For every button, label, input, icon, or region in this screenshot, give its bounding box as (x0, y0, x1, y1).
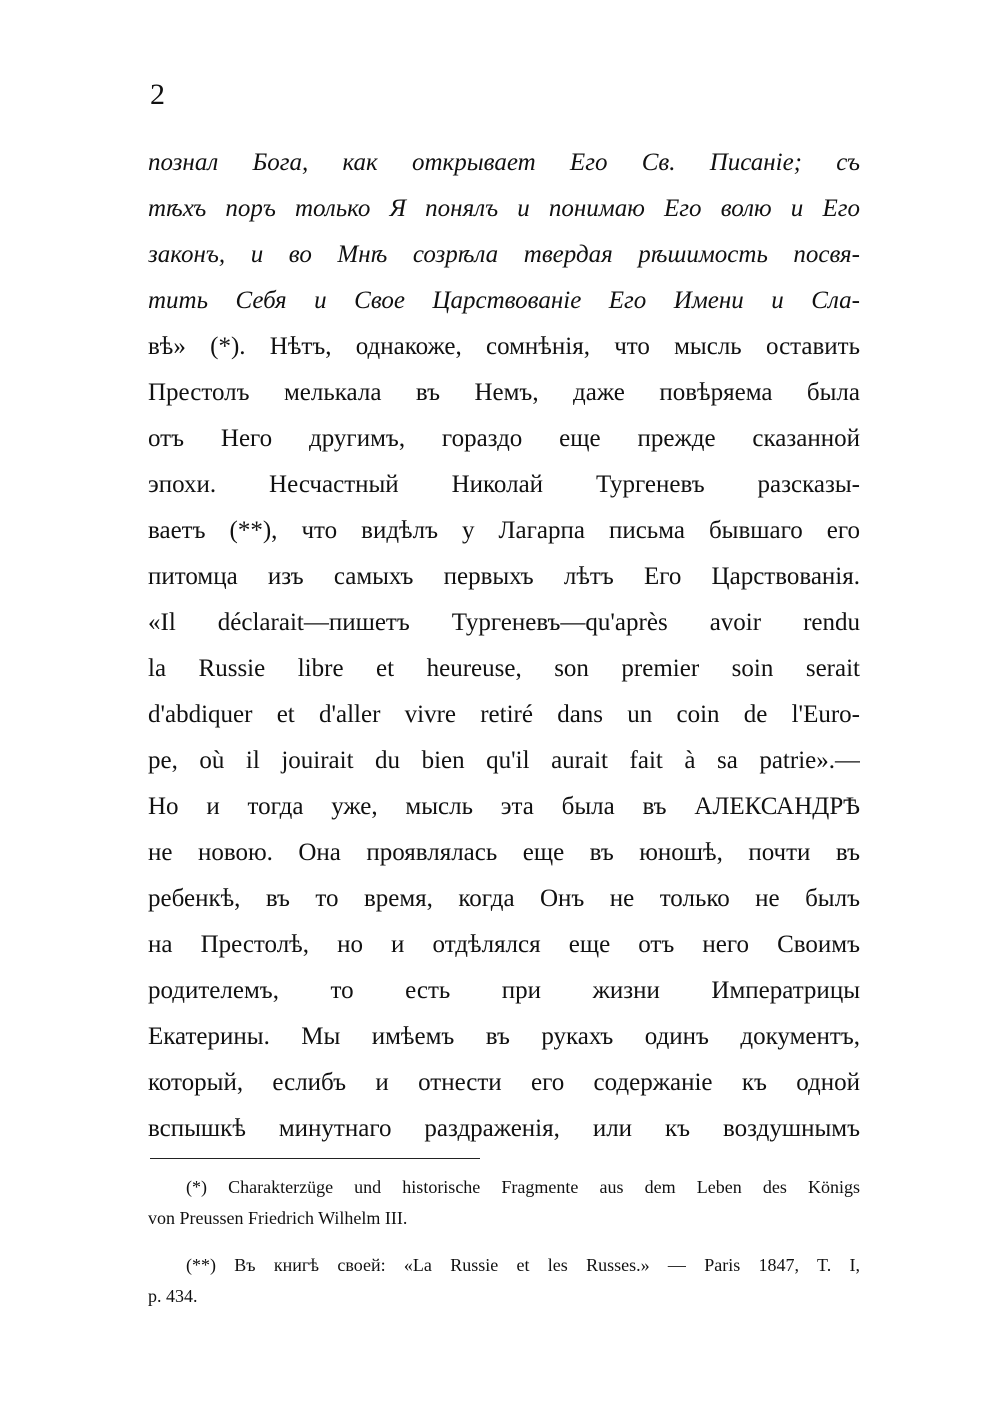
text-line: питомца изъ самыхъ первыхъ лѣтъ Его Царствованія. (148, 563, 860, 590)
text-line: тѣхъ поръ только Я понялъ и понимаю Его волю и Его (148, 195, 860, 222)
text-line: на Престолѣ, но и отдѣлялся еще отъ него Своимъ (148, 931, 860, 958)
footnote-line: p. 434. (148, 1286, 198, 1306)
text-line: не новою. Она проявлялась еще въ юношѣ, почти въ (148, 839, 860, 866)
text-line: Престолъ мелькала въ Немъ, даже повѣряема была (148, 379, 860, 406)
text-line: вѣ» (*). Нѣтъ, однакоже, сомнѣнія, что мысль оставить (148, 333, 860, 360)
text-line: эпохи. Несчастный Николай Тургеневъ разсказы- (148, 471, 860, 498)
text-line: познал Бога, как открывает Его Св. Писаніе; съ (148, 149, 860, 176)
text-line: «Il déclarait—пишетъ Тургеневъ—qu'après avoir rendu (148, 609, 860, 636)
text-line: la Russie libre et heureuse, son premier soin serait (148, 655, 860, 682)
text-line: Екатерины. Мы имѣемъ въ рукахъ одинъ документъ, (148, 1023, 860, 1050)
text-line: законъ, и во Мнѣ созрѣла твердая рѣшимость посвя- (148, 241, 860, 268)
text-line: тить Себя и Свое Царствованіе Его Имени и Сла- (148, 287, 860, 314)
footnote-line: (**) Въ книгѣ своей: «La Russie et les Russes.» — Paris 1847, T. I, (186, 1255, 860, 1275)
footnote-rule (150, 1158, 480, 1159)
footnote-spacer (148, 1234, 860, 1250)
text-line: d'abdiquer et d'aller vivre retiré dans un coin de l'Euro- (148, 701, 860, 728)
page-number: 2 (150, 78, 165, 111)
body-text (148, 140, 860, 1152)
text-line: вспышкѣ минутнаго раздраженія, или къ воздушнымъ (148, 1115, 860, 1142)
footnotes (148, 1172, 860, 1312)
footnote-line: (*) Charakterzüge und historische Fragmente aus dem Leben des Königs (186, 1177, 860, 1197)
footnote-line: von Preussen Friedrich Wilhelm III. (148, 1208, 408, 1228)
text-line: отъ Него другимъ, гораздо еще прежде сказанной (148, 425, 860, 452)
text-line: ребенкѣ, въ то время, когда Онъ не только не былъ (148, 885, 860, 912)
footnote-2 (148, 1250, 860, 1312)
text-line: Но и тогда уже, мысль эта была въ АЛЕКСАНДРѢ (148, 793, 860, 820)
text-line: pe, où il jouirait du bien qu'il aurait fait à sa patrie».— (148, 747, 860, 774)
footnote-1 (148, 1172, 860, 1234)
text-line: ваетъ (**), что видѣлъ у Лагарпа письма бывшаго его (148, 517, 860, 544)
text-line: который, еслибъ и отнести его содержаніе къ одной (148, 1069, 860, 1096)
text-line: родителемъ, то есть при жизни Императрицы (148, 977, 860, 1004)
